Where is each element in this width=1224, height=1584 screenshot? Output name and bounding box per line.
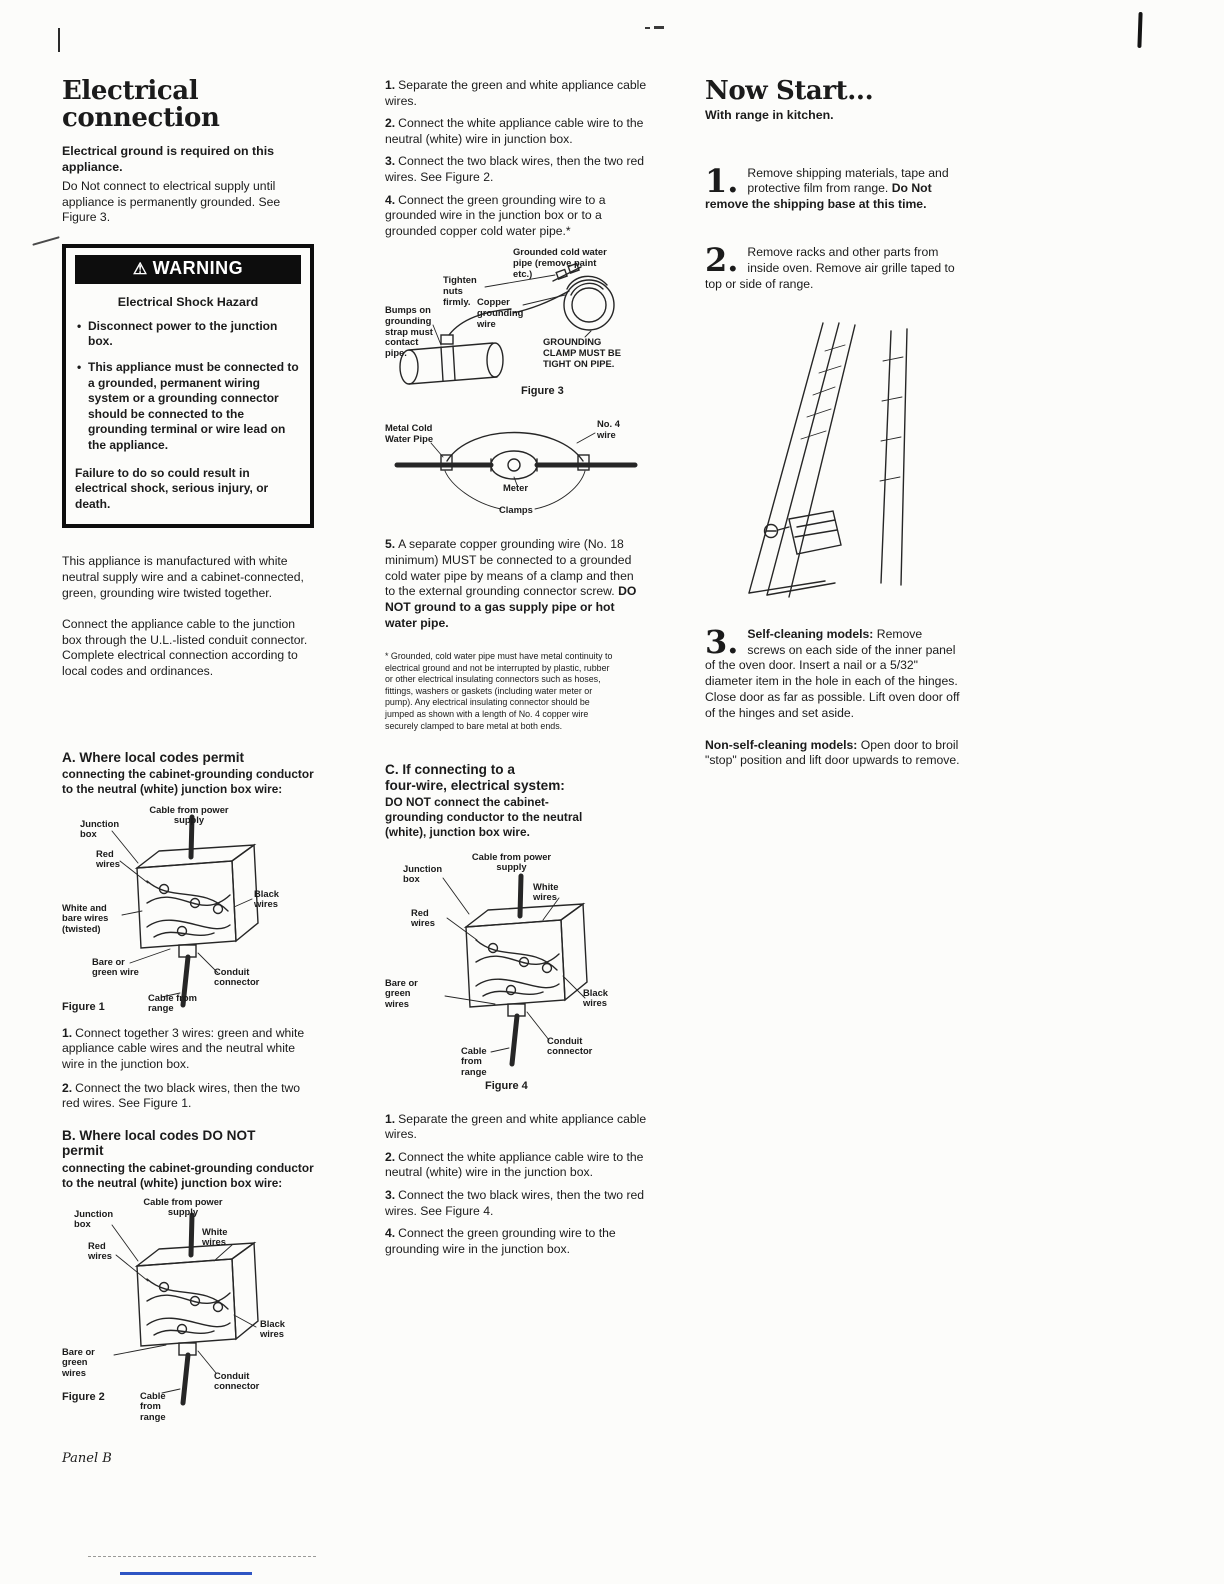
section-c-subheading: DO NOT connect the cabinet-grounding conductor to the neutral (white), junction box wire.	[385, 795, 583, 839]
figure-label: Cable from power supply	[149, 803, 229, 826]
figure-label: Tighten nuts firmly.	[443, 274, 477, 307]
instruction-step	[385, 1112, 647, 1143]
step-text-bold: DO NOT ground to a gas supply pipe or hot water pipe.	[385, 584, 637, 630]
step-text-bold: Do Not remove the shipping base at this time.	[705, 181, 932, 212]
oven-door-hinge-figure	[705, 321, 963, 613]
step-number: 2.	[385, 1149, 396, 1164]
page-title-line1: Electrical	[62, 76, 199, 106]
scan-artifact	[88, 1556, 316, 1557]
section-a-subheading: connecting the cabinet-grounding conductor to the neutral (white) junction box wire:	[62, 767, 314, 797]
section-c-heading-line1: C. If connecting to a	[385, 762, 515, 778]
instruction-step	[385, 1188, 647, 1219]
figure-label: Clamps	[499, 504, 533, 516]
column-electrical-connection	[62, 78, 314, 1466]
scan-artifact	[58, 28, 60, 52]
warning-title: WARNING	[152, 257, 244, 278]
warning-icon: ⚠	[132, 260, 148, 278]
figure-caption: Figure 1	[62, 1000, 105, 1013]
step-big-number: 3.	[705, 622, 739, 661]
warning-hazard: Electrical Shock Hazard	[117, 294, 259, 309]
step-big-number: 1.	[705, 161, 739, 200]
figure-label: Red wires	[88, 1239, 112, 1262]
figure-label: GROUNDING CLAMP MUST BE TIGHT ON PIPE.	[543, 336, 621, 369]
step-number: 2.	[385, 116, 396, 131]
step-text: Connect the white appliance cable wire to the neutral (white) wire in the junction box.	[385, 1149, 644, 1180]
figure-3	[385, 247, 647, 409]
figure-label: White wires	[533, 880, 559, 903]
step-number: 3.	[385, 1188, 396, 1203]
figure-label: Red wires	[411, 906, 435, 929]
paragraph-manufactured: This appliance is manufactured with white neutral supply wire and a cabinet-connected, green, grounding wire twisted together.	[62, 554, 304, 600]
step-text: Connect the two black wires, then the two red wires. See Figure 4.	[385, 1188, 645, 1218]
page-bottom-line	[120, 1572, 252, 1575]
warning-bullet: • Disconnect power to the junction box.	[75, 319, 301, 350]
figure-4	[385, 852, 647, 1102]
figure-label: Bare or green wires	[385, 976, 418, 1009]
figure-label: Cable from range	[148, 991, 197, 1014]
column-wiring-steps	[385, 78, 647, 1258]
instruction-step	[385, 1150, 647, 1181]
now-start-subtitle: With range in kitchen.	[705, 108, 834, 123]
step-number: 5.	[385, 537, 396, 552]
scan-artifact	[654, 26, 664, 29]
figure-label: White and bare wires (twisted)	[62, 901, 109, 934]
step-text: Separate the green and white appliance cable wires.	[385, 78, 647, 108]
column-now-start	[705, 78, 963, 769]
step-text: Remove racks and other parts from inside oven. Remove air grille taped to top or side of range.	[705, 245, 955, 291]
footnote: * Grounded, cold water pipe must have metal continuity to electrical ground and not be interrupted by plastic, rubber or other electrical insulating connectors such as hoses, fittings, washers or gaskets (including water meter or pump). Any electrical insulating connector should be jumped as shown with a length of No. 4 copper wire securely clamped to bare metal at both ends.	[385, 651, 613, 731]
figure-label: Black wires	[583, 986, 609, 1009]
oven-door-hinge-drawing	[705, 321, 963, 611]
figure-label: Black wires	[254, 887, 280, 910]
figure-label: Conduit connector	[214, 965, 260, 988]
step-text: Connect the two black wires, then the two red wires. See Figure 1.	[62, 1080, 301, 1111]
figure-label: Bare or green wires	[62, 1345, 95, 1378]
figure-label: Junction box	[74, 1207, 114, 1230]
now-start-title: Now Start...	[705, 76, 874, 106]
note-text: Open door to broil "stop" position and lift door upwards to remove.	[705, 737, 960, 768]
instruction-step	[385, 537, 647, 631]
figure-label: Black wires	[260, 1317, 286, 1340]
figure-caption: Figure 3	[521, 385, 564, 398]
step-number: 4.	[385, 192, 396, 207]
ground-required-heading: Electrical ground is required on this appliance.	[62, 144, 275, 174]
step-number: 2.	[62, 1080, 73, 1095]
step-text: Connect the two black wires, then the two red wires. See Figure 2.	[385, 154, 645, 185]
figure-label: Bumps on grounding strap must contact pipe.	[385, 304, 433, 358]
instruction-step	[62, 1081, 314, 1112]
numbered-step	[705, 161, 963, 214]
warning-failure: Failure to do so could result in electrical shock, serious injury, or death.	[75, 465, 269, 511]
figure-label: Junction box	[80, 817, 120, 840]
instruction-step	[62, 1026, 314, 1073]
page-title	[62, 78, 314, 132]
scan-artifact	[645, 27, 650, 29]
figure-1	[62, 805, 314, 1020]
figure-label: Cable from range	[140, 1389, 166, 1422]
page-title-line2: connection	[62, 103, 220, 134]
section-b-subheading: connecting the cabinet-grounding conductor to the neutral (white) junction box wire:	[62, 1161, 314, 1190]
step-text: Separate the green and white appliance cable wires.	[385, 1111, 647, 1142]
step-number: 1.	[385, 1111, 396, 1126]
section-b-heading: B. Where local codes DO NOT permit	[62, 1127, 256, 1159]
step-text: Connect the green grounding wire to a grounded wire in the junction box or to a grounded copper cold water pipe.*	[385, 192, 606, 238]
figure-label: Conduit connector	[214, 1369, 260, 1392]
section-c-heading-line2: four-wire, electrical system:	[385, 777, 565, 793]
scan-artifact	[1137, 12, 1142, 48]
figure-3-meter	[385, 413, 647, 525]
warning-bullet: • This appliance must be connected to a grounded, permanent wiring system or a grounding connector should be connected to the grounding terminal or wire lead on the appliance.	[75, 360, 301, 454]
figure-label: Meter	[503, 482, 529, 494]
instruction-step	[385, 193, 647, 240]
instruction-step	[385, 78, 647, 109]
step-text: Remove shipping materials, tape and protective film from range.	[747, 165, 949, 196]
figure-caption: Figure 4	[485, 1079, 528, 1092]
figure-label: Cable from range	[461, 1044, 487, 1077]
step-big-number: 2.	[705, 241, 739, 280]
step-text: A separate copper grounding wire (No. 18 minimum) MUST be connected to a grounded cold water pipe by means of a clamp and then to the external grounding connector screw.	[385, 537, 634, 599]
figure-2	[62, 1197, 314, 1425]
figure-label: Cable from power supply	[471, 850, 552, 873]
note-bold-lead: Non-self-cleaning models:	[705, 737, 858, 752]
panel-label: Panel B	[62, 1450, 112, 1466]
step-number: 1.	[385, 78, 396, 92]
step-number: 4.	[385, 1226, 396, 1241]
figure-label: Conduit connector	[547, 1034, 593, 1057]
figure-label: No. 4 wire	[597, 418, 620, 441]
step-text: Connect the white appliance cable wire to the neutral (white) wire in junction box.	[385, 116, 644, 146]
step-text: Connect the green grounding wire to the grounding wire in the junction box.	[385, 1226, 616, 1256]
paragraph-connect-cable: Connect the appliance cable to the junction box through the U.L.-listed conduit connector. Complete electrical connection according to local codes and ordinances.	[62, 617, 308, 679]
numbered-step	[705, 241, 963, 293]
warning-list	[75, 319, 301, 454]
section-a-heading: A. Where local codes permit	[62, 749, 245, 765]
figure-label: Red wires	[96, 847, 120, 870]
figure-label: Cable from power supply	[143, 1195, 223, 1218]
figure-caption: Figure 2	[62, 1390, 105, 1403]
figure-label: White wires	[202, 1225, 228, 1248]
warning-box	[62, 244, 314, 529]
step-text-bold: Self-cleaning models:	[747, 626, 874, 641]
section-c-heading	[385, 762, 647, 793]
instruction-step	[385, 116, 647, 147]
step-number: 1.	[62, 1025, 73, 1040]
step-text: Remove screws on each side of the inner panel of the oven door. Insert a nail or a 5/32" diameter item in the hole in each of the hinges. Close door as far as possible. Lift oven door off of the hinges and set aside.	[705, 626, 960, 720]
figure-label: Junction box	[403, 862, 443, 885]
figure-label: Grounded cold water pipe (remove paint etc.)	[513, 246, 607, 279]
figure-label: Bare or green wire	[92, 955, 139, 978]
figure-label: Metal Cold Water Pipe	[385, 422, 434, 445]
figure-label: Copper grounding wire	[477, 296, 524, 329]
instruction-step	[385, 1226, 647, 1257]
step-number: 3.	[385, 154, 396, 169]
step-text: Connect together 3 wires: green and white appliance cable wires and the neutral white wire in the junction box.	[62, 1025, 305, 1071]
scan-artifact	[32, 236, 59, 246]
ground-required-body: Do Not connect to electrical supply until appliance is permanently grounded. See Figure 3.	[62, 179, 281, 225]
warning-header	[75, 255, 301, 284]
instruction-step	[385, 154, 647, 185]
numbered-step	[705, 622, 963, 722]
non-self-cleaning-note	[705, 738, 963, 769]
